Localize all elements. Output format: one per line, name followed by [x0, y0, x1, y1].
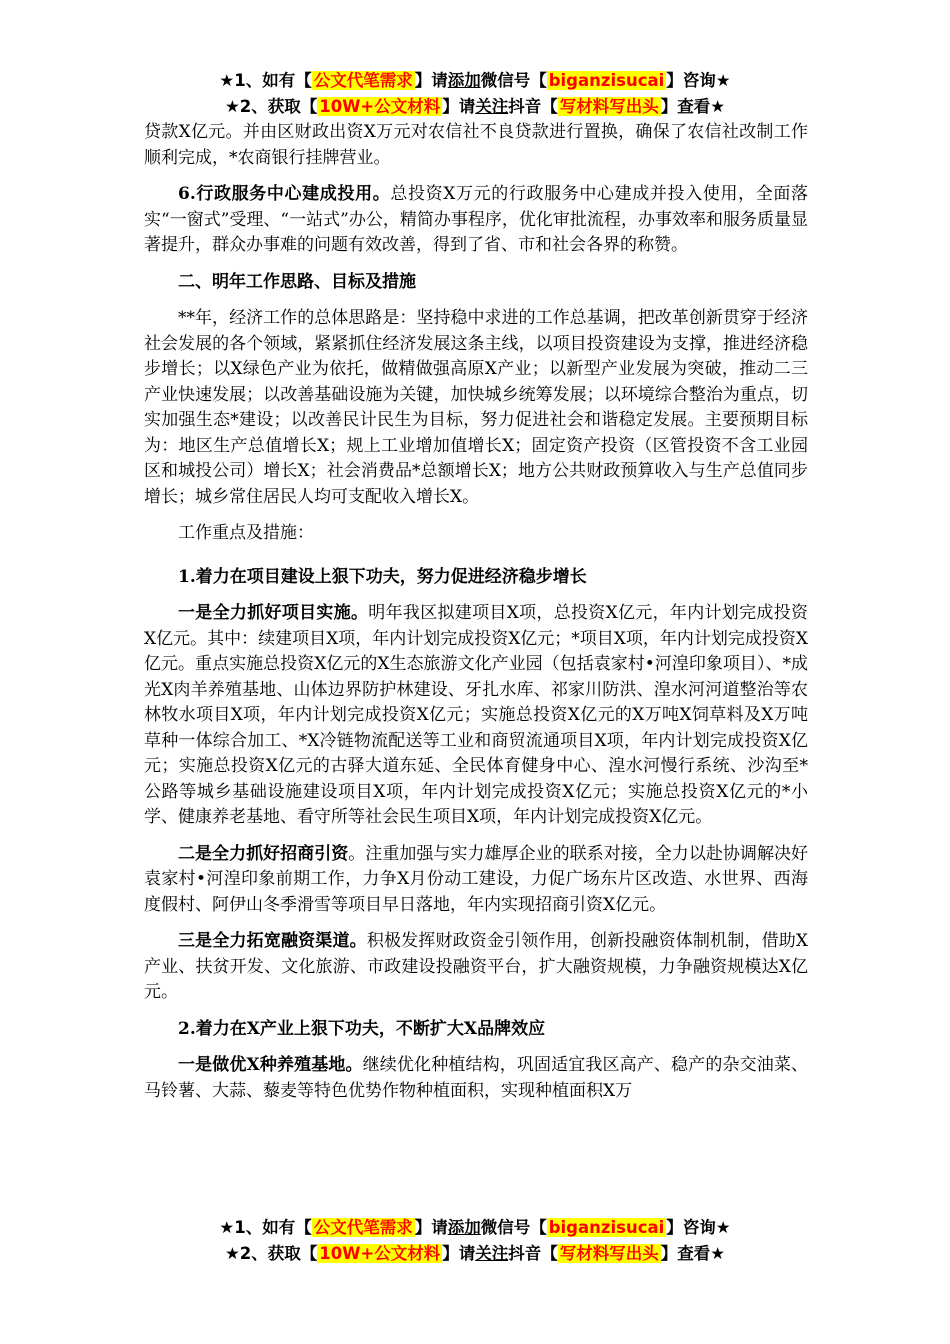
section-heading-next-year: 二、明年工作思路、目标及措施 — [178, 271, 416, 292]
header-promo-banner — [0, 68, 950, 120]
document-body — [144, 120, 808, 1115]
paragraph-loan: 贷款X亿元。并由区财政出资X万元对农信社不良贷款进行置换，确保了农信社改制工作顺利完成，*农商银行挂牌营业。 — [144, 122, 808, 168]
paragraph-financing-channels: 三是全力拓宽融资渠道。积极发挥财政资金引领作用，创新投融资体制机制，借助X产业、扶贫开发、文化旅游、市政建设投融资平台，扩大融资规模，力争融资规模达X亿元。 — [144, 931, 809, 1002]
promo-line-1: ★1、如有【 公文代笔需求 】请添加微信号【 biganzisucai 】咨询★ — [219, 71, 731, 90]
paragraph-planting-base: 一是做优X种养殖基地。继续优化种植结构，巩固适宜我区高产、稳产的杂交油菜、马铃薯、大蒜、藜麦等特色优势作物种植面积，实现种植面积X万 — [144, 1055, 808, 1101]
highlight-materials: 10W+公文材料 — [319, 97, 441, 116]
paragraph-service-center: 6.行政服务中心建成投用。总投资X万元的行政服务中心建成并投入使用，全面落实“一窗式”受理、“一站式”办公，精简办事程序，优化审批流程，办事效率和服务质量显著提升，群众办事难的问题有效改善，得到了省、市和社会各界的称赞。 — [144, 184, 808, 255]
paragraph-project-implementation: 一是全力抓好项目实施。明年我区拟建项目X项，总投资X亿元，年内计划完成投资X亿元。其中：续建项目X项，年内计划完成投资X亿元；*项目X项，年内计划完成投资X亿元。重点实施总投资X亿元的X生态旅游文化产业园（包括袁家村•河湟印象项目）、*成光X肉羊养殖基地、山体边界防护林建设、牙扎水库、祁家川防洪、湟水河河道整治等农林牧水项目X项，年内计划完成投资X亿元；实施总投资X亿元的X万吨X饲草料及X万吨草种一体综合加工、*X冷链物流配送等工业和商贸流通项目X项，年内计划完成投资X亿元；实施总投资X亿元的古驿大道东延、全民体育健身中心、湟水河慢行系统、沙沟至*公路等城乡基础设施建设项目X项，年内计划完成投资X亿元；实施总投资X亿元的*小学、健康养老基地、看守所等社会民生项目X项，年内计划完成投资X亿元。 — [144, 603, 809, 827]
subheading-project-construction: 1.着力在项目建设上狠下功夫，努力促进经济稳步增长 — [178, 566, 587, 587]
promo-line-1: ★1、如有【 公文代笔需求 】请添加微信号【 biganzisucai 】咨询★ — [219, 1218, 731, 1237]
footer-promo-banner — [0, 1215, 950, 1267]
subheading-industry: 2.着力在X产业上狠下功夫，不断扩大X品牌效应 — [178, 1018, 546, 1039]
highlight-ghostwriting: 公文代笔需求 — [313, 1218, 413, 1237]
highlight-wechat-id: biganzisucai — [548, 71, 665, 90]
highlight-wechat-id: biganzisucai — [548, 1218, 665, 1237]
highlight-douyin: 写材料写出头 — [559, 97, 659, 116]
promo-line-2: ★2、获取【 10W+公文材料 】请关注抖音【 写材料写出头 】查看★ — [224, 1244, 726, 1263]
highlight-materials: 10W+公文材料 — [319, 1244, 441, 1263]
paragraph-investment-attraction: 二是全力抓好招商引资。注重加强与实力雄厚企业的联系对接，全力以赴协调解决好袁家村•河湟印象前期工作，力争X月份动工建设，力促广场东片区改造、水世界、西海度假村、阿伊山冬季滑雪等项目早日落地，年内实现招商引资X亿元。 — [144, 843, 809, 915]
paragraph-overall-plan: **年，经济工作的总体思路是：坚持稳中求进的工作总基调，把改革创新贯穿于经济社会发展的各个领域，紧紧抓住经济发展这条主线，以项目投资建设为支撑，推进经济稳步增长；以X绿色产业为依托，做精做强高原X产业；以新型产业发展为突破，推动二三产业快速发展；以改善基础设施为关键，加快城乡统筹发展；以环境综合整治为重点，切实加强生态*建设；以改善民计民生为目标，努力促进社会和谐稳定发展。主要预期目标为：地区生产总值增长X；规上工业增加值增长X；固定资产投资（区管投资不含工业园区和城投公司）增长X；社会消费品*总额增长X；地方公共财政预算收入与生产总值同步增长；城乡常住居民人均可支配收入增长X。 — [144, 308, 808, 507]
highlight-douyin: 写材料写出头 — [559, 1244, 659, 1263]
paragraph-key-measures: 工作重点及措施： — [178, 523, 314, 543]
promo-line-2: ★2、获取【 10W+公文材料 】请关注抖音【 写材料写出头 】查看★ — [224, 97, 726, 116]
highlight-ghostwriting: 公文代笔需求 — [313, 71, 413, 90]
